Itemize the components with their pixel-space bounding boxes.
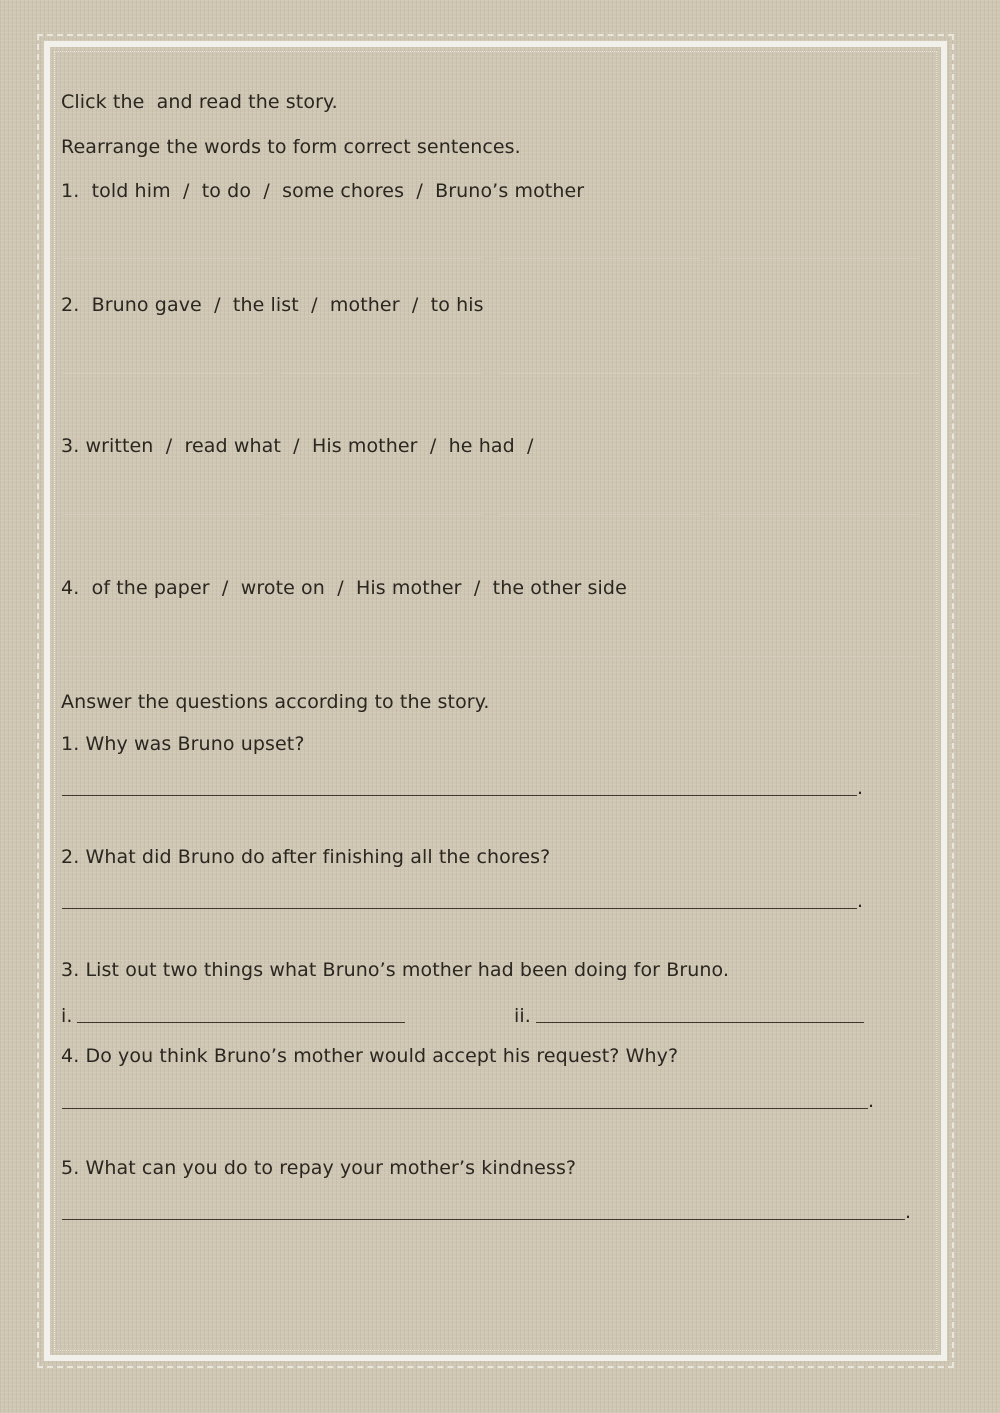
blank-2b[interactable] [281, 373, 481, 374]
blank-2d[interactable] [719, 373, 919, 374]
answer-line-3ii[interactable] [536, 1022, 864, 1023]
blank-4c[interactable] [500, 656, 700, 657]
question-2: 2. What did Bruno do after finishing all the chores? [61, 846, 551, 868]
answer-period-1: . [857, 777, 864, 799]
question-3: 3. List out two things what Bruno’s mother had been doing for Bruno. [61, 959, 730, 981]
question-4: 4. Do you think Bruno’s mother would accept his request? Why? [61, 1045, 679, 1067]
blank-1c[interactable] [500, 258, 700, 259]
blank-4b[interactable] [281, 656, 481, 657]
blank-3d[interactable] [719, 514, 919, 515]
blank-4a[interactable] [62, 656, 262, 657]
instruction-text: Click the and read the story. [61, 91, 338, 113]
answer-line-5[interactable] [62, 1219, 905, 1220]
blank-3a[interactable] [62, 514, 262, 515]
questions-heading: Answer the questions according to the story. [61, 691, 490, 713]
question-5: 5. What can you do to repay your mother’s kindness? [61, 1157, 577, 1179]
blank-3b[interactable] [281, 514, 481, 515]
blank-2c[interactable] [500, 373, 700, 374]
answer-period-2: . [857, 890, 864, 912]
blank-4d[interactable] [719, 656, 919, 657]
rearrange-item-2: 2. Bruno gave / the list / mother / to his [61, 294, 484, 316]
answer-line-3i[interactable] [77, 1022, 405, 1023]
blank-1d[interactable] [719, 258, 919, 259]
blank-1b[interactable] [281, 258, 481, 259]
answer-line-1[interactable] [62, 795, 857, 796]
blank-3c[interactable] [500, 514, 700, 515]
rearrange-item-3: 3. written / read what / His mother / he had / [61, 435, 534, 457]
sub-label-ii: ii. [514, 1005, 531, 1027]
sub-label-i: i. [61, 1005, 73, 1027]
answer-line-2[interactable] [62, 908, 857, 909]
question-1: 1. Why was Bruno upset? [61, 733, 305, 755]
rearrange-item-1: 1. told him / to do / some chores / Bruno’s mother [61, 180, 585, 202]
answer-period-5: . [905, 1201, 912, 1223]
rearrange-heading: Rearrange the words to form correct sentences. [61, 136, 521, 158]
answer-line-4[interactable] [62, 1108, 868, 1109]
blank-1a[interactable] [62, 258, 262, 259]
answer-period-4: . [868, 1090, 875, 1112]
rearrange-item-4: 4. of the paper / wrote on / His mother / the other side [61, 577, 627, 599]
blank-2a[interactable] [62, 373, 262, 374]
